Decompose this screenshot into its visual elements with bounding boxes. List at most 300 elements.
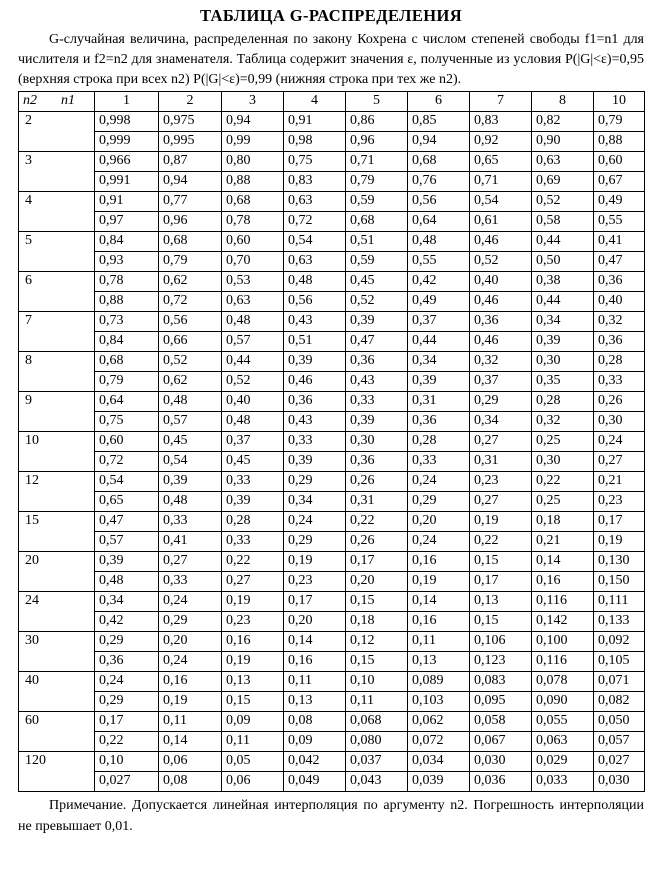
- value-cell: 0,52: [159, 352, 222, 372]
- value-cell: 0,38: [532, 272, 594, 292]
- value-cell: 0,103: [408, 692, 470, 712]
- value-cell: 0,42: [95, 612, 159, 632]
- value-cell: 0,17: [594, 512, 645, 532]
- value-cell: 0,64: [408, 212, 470, 232]
- value-cell: 0,44: [408, 332, 470, 352]
- value-cell: 0,29: [95, 632, 159, 652]
- value-cell: 0,05: [222, 752, 284, 772]
- value-cell: 0,16: [159, 672, 222, 692]
- value-cell: 0,17: [346, 552, 408, 572]
- value-cell: 0,063: [532, 732, 594, 752]
- value-cell: 0,68: [222, 192, 284, 212]
- value-cell: 0,050: [594, 712, 645, 732]
- value-cell: 0,84: [95, 232, 159, 252]
- table-row-p099: [19, 372, 645, 392]
- value-cell: 0,17: [95, 712, 159, 732]
- value-cell: 0,15: [222, 692, 284, 712]
- value-cell: 0,46: [284, 372, 346, 392]
- value-cell: 0,31: [408, 392, 470, 412]
- table-row-p095: [19, 152, 645, 172]
- value-cell: 0,64: [95, 392, 159, 412]
- value-cell: 0,27: [470, 492, 532, 512]
- value-cell: 0,44: [222, 352, 284, 372]
- value-cell: 0,79: [95, 372, 159, 392]
- column-header: 1: [95, 92, 159, 112]
- value-cell: 0,73: [95, 312, 159, 332]
- value-cell: 0,029: [532, 752, 594, 772]
- value-cell: 0,94: [408, 132, 470, 152]
- value-cell: 0,60: [222, 232, 284, 252]
- value-cell: 0,36: [284, 392, 346, 412]
- value-cell: 0,11: [346, 692, 408, 712]
- table-body: [19, 112, 645, 792]
- value-cell: 0,18: [346, 612, 408, 632]
- table-row-p095: [19, 712, 645, 732]
- n2-cell: 12: [19, 472, 95, 512]
- n2-cell: 2: [19, 112, 95, 152]
- value-cell: 0,24: [594, 432, 645, 452]
- value-cell: 0,29: [95, 692, 159, 712]
- value-cell: 0,42: [408, 272, 470, 292]
- value-cell: 0,54: [284, 232, 346, 252]
- value-cell: 0,130: [594, 552, 645, 572]
- value-cell: 0,57: [222, 332, 284, 352]
- value-cell: 0,68: [95, 352, 159, 372]
- value-cell: 0,998: [95, 112, 159, 132]
- value-cell: 0,50: [532, 252, 594, 272]
- value-cell: 0,72: [284, 212, 346, 232]
- value-cell: 0,16: [532, 572, 594, 592]
- corner-header: [19, 92, 95, 112]
- value-cell: 0,20: [159, 632, 222, 652]
- value-cell: 0,16: [284, 652, 346, 672]
- table-row-p099: [19, 612, 645, 632]
- value-cell: 0,55: [594, 212, 645, 232]
- value-cell: 0,48: [95, 572, 159, 592]
- value-cell: 0,78: [222, 212, 284, 232]
- value-cell: 0,36: [594, 272, 645, 292]
- value-cell: 0,33: [159, 512, 222, 532]
- value-cell: 0,10: [346, 672, 408, 692]
- value-cell: 0,41: [159, 532, 222, 552]
- table-row-p099: [19, 732, 645, 752]
- n2-cell: 20: [19, 552, 95, 592]
- corner-n1-label: n1: [61, 93, 75, 108]
- value-cell: 0,47: [95, 512, 159, 532]
- value-cell: 0,29: [159, 612, 222, 632]
- value-cell: 0,34: [532, 312, 594, 332]
- value-cell: 0,48: [408, 232, 470, 252]
- value-cell: 0,33: [222, 532, 284, 552]
- value-cell: 0,10: [95, 752, 159, 772]
- value-cell: 0,080: [346, 732, 408, 752]
- value-cell: 0,75: [95, 412, 159, 432]
- table-row-p095: [19, 432, 645, 452]
- table-row-p095: [19, 192, 645, 212]
- value-cell: 0,47: [594, 252, 645, 272]
- value-cell: 0,30: [346, 432, 408, 452]
- value-cell: 0,24: [408, 532, 470, 552]
- value-cell: 0,106: [470, 632, 532, 652]
- table-row-p095: [19, 112, 645, 132]
- value-cell: 0,71: [470, 172, 532, 192]
- value-cell: 0,48: [159, 392, 222, 412]
- value-cell: 0,91: [284, 112, 346, 132]
- value-cell: 0,25: [532, 492, 594, 512]
- value-cell: 0,76: [408, 172, 470, 192]
- value-cell: 0,75: [284, 152, 346, 172]
- table-row-p095: [19, 632, 645, 652]
- value-cell: 0,19: [159, 692, 222, 712]
- table-row-p099: [19, 532, 645, 552]
- corner-n2-label: n2: [23, 93, 37, 108]
- table-header-row: [19, 92, 645, 112]
- value-cell: 0,24: [159, 652, 222, 672]
- table-row-p099: [19, 772, 645, 792]
- n2-cell: 15: [19, 512, 95, 552]
- value-cell: 0,90: [532, 132, 594, 152]
- value-cell: 0,12: [346, 632, 408, 652]
- value-cell: 0,68: [408, 152, 470, 172]
- value-cell: 0,39: [222, 492, 284, 512]
- table-row-p099: [19, 252, 645, 272]
- value-cell: 0,33: [222, 472, 284, 492]
- value-cell: 0,55: [408, 252, 470, 272]
- value-cell: 0,13: [222, 672, 284, 692]
- value-cell: 0,30: [532, 452, 594, 472]
- value-cell: 0,33: [594, 372, 645, 392]
- n2-cell: 5: [19, 232, 95, 272]
- value-cell: 0,54: [470, 192, 532, 212]
- value-cell: 0,57: [95, 532, 159, 552]
- value-cell: 0,22: [470, 532, 532, 552]
- value-cell: 0,24: [159, 592, 222, 612]
- value-cell: 0,52: [470, 252, 532, 272]
- value-cell: 0,16: [222, 632, 284, 652]
- value-cell: 0,16: [408, 552, 470, 572]
- value-cell: 0,62: [159, 272, 222, 292]
- value-cell: 0,59: [346, 192, 408, 212]
- value-cell: 0,36: [594, 332, 645, 352]
- value-cell: 0,96: [159, 212, 222, 232]
- value-cell: 0,34: [284, 492, 346, 512]
- value-cell: 0,26: [346, 472, 408, 492]
- value-cell: 0,15: [470, 552, 532, 572]
- value-cell: 0,11: [284, 672, 346, 692]
- value-cell: 0,37: [408, 312, 470, 332]
- value-cell: 0,039: [408, 772, 470, 792]
- value-cell: 0,48: [222, 412, 284, 432]
- value-cell: 0,995: [159, 132, 222, 152]
- value-cell: 0,19: [408, 572, 470, 592]
- value-cell: 0,027: [95, 772, 159, 792]
- value-cell: 0,63: [284, 192, 346, 212]
- column-header: 6: [408, 92, 470, 112]
- value-cell: 0,030: [470, 752, 532, 772]
- table-row-p095: [19, 552, 645, 572]
- table-row-p099: [19, 492, 645, 512]
- value-cell: 0,18: [532, 512, 594, 532]
- value-cell: 0,41: [594, 232, 645, 252]
- value-cell: 0,28: [408, 432, 470, 452]
- value-cell: 0,39: [159, 472, 222, 492]
- value-cell: 0,37: [222, 432, 284, 452]
- n2-cell: 24: [19, 592, 95, 632]
- value-cell: 0,99: [222, 132, 284, 152]
- value-cell: 0,96: [346, 132, 408, 152]
- value-cell: 0,72: [95, 452, 159, 472]
- value-cell: 0,27: [222, 572, 284, 592]
- value-cell: 0,068: [346, 712, 408, 732]
- value-cell: 0,39: [346, 312, 408, 332]
- table-row-p095: [19, 512, 645, 532]
- value-cell: 0,34: [95, 592, 159, 612]
- value-cell: 0,97: [95, 212, 159, 232]
- value-cell: 0,11: [222, 732, 284, 752]
- value-cell: 0,19: [594, 532, 645, 552]
- value-cell: 0,80: [222, 152, 284, 172]
- value-cell: 0,17: [284, 592, 346, 612]
- value-cell: 0,35: [532, 372, 594, 392]
- value-cell: 0,91: [95, 192, 159, 212]
- value-cell: 0,63: [532, 152, 594, 172]
- value-cell: 0,055: [532, 712, 594, 732]
- value-cell: 0,23: [594, 492, 645, 512]
- value-cell: 0,53: [222, 272, 284, 292]
- value-cell: 0,51: [284, 332, 346, 352]
- value-cell: 0,089: [408, 672, 470, 692]
- intro-paragraph: G-случайная величина, распределенная по закону Кохрена с числом степеней свободы f1=n1 для числителя и f2=n2 для знаменателя. Таблица содержит значения ε, полученные из условия P(|G|<ε)=0,95 (верхняя строка при всех n2) P(|G|<ε)=0,99 (нижняя строка при тех же n2).: [18, 32, 644, 87]
- value-cell: 0,036: [470, 772, 532, 792]
- value-cell: 0,33: [346, 392, 408, 412]
- value-cell: 0,067: [470, 732, 532, 752]
- g-distribution-table: [18, 91, 645, 792]
- n2-cell: 3: [19, 152, 95, 192]
- table-row-p099: [19, 132, 645, 152]
- value-cell: 0,24: [284, 512, 346, 532]
- table-row-p095: [19, 352, 645, 372]
- table-row-p099: [19, 652, 645, 672]
- value-cell: 0,13: [284, 692, 346, 712]
- value-cell: 0,17: [470, 572, 532, 592]
- value-cell: 0,09: [222, 712, 284, 732]
- table-row-p099: [19, 332, 645, 352]
- value-cell: 0,70: [222, 252, 284, 272]
- value-cell: 0,33: [408, 452, 470, 472]
- value-cell: 0,13: [408, 652, 470, 672]
- value-cell: 0,34: [408, 352, 470, 372]
- value-cell: 0,79: [346, 172, 408, 192]
- value-cell: 0,20: [408, 512, 470, 532]
- value-cell: 0,105: [594, 652, 645, 672]
- table-row-p099: [19, 172, 645, 192]
- value-cell: 0,88: [222, 172, 284, 192]
- value-cell: 0,36: [346, 352, 408, 372]
- value-cell: 0,52: [222, 372, 284, 392]
- value-cell: 0,22: [222, 552, 284, 572]
- value-cell: 0,68: [159, 232, 222, 252]
- value-cell: 0,23: [470, 472, 532, 492]
- value-cell: 0,058: [470, 712, 532, 732]
- value-cell: 0,142: [532, 612, 594, 632]
- value-cell: 0,78: [95, 272, 159, 292]
- value-cell: 0,44: [532, 232, 594, 252]
- value-cell: 0,56: [159, 312, 222, 332]
- value-cell: 0,88: [95, 292, 159, 312]
- value-cell: 0,30: [594, 412, 645, 432]
- value-cell: 0,34: [470, 412, 532, 432]
- value-cell: 0,033: [532, 772, 594, 792]
- value-cell: 0,45: [222, 452, 284, 472]
- value-cell: 0,49: [594, 192, 645, 212]
- value-cell: 0,28: [594, 352, 645, 372]
- value-cell: 0,43: [284, 412, 346, 432]
- value-cell: 0,06: [222, 772, 284, 792]
- table-row-p095: [19, 672, 645, 692]
- value-cell: 0,28: [532, 392, 594, 412]
- value-cell: 0,095: [470, 692, 532, 712]
- n2-cell: 4: [19, 192, 95, 232]
- value-cell: 0,14: [284, 632, 346, 652]
- value-cell: 0,090: [532, 692, 594, 712]
- value-cell: 0,14: [159, 732, 222, 752]
- value-cell: 0,23: [222, 612, 284, 632]
- value-cell: 0,062: [408, 712, 470, 732]
- value-cell: 0,29: [284, 472, 346, 492]
- value-cell: 0,61: [470, 212, 532, 232]
- column-header: 8: [532, 92, 594, 112]
- table-row-p099: [19, 412, 645, 432]
- value-cell: 0,60: [95, 432, 159, 452]
- value-cell: 0,39: [284, 452, 346, 472]
- value-cell: 0,08: [284, 712, 346, 732]
- value-cell: 0,43: [346, 372, 408, 392]
- value-cell: 0,19: [222, 652, 284, 672]
- value-cell: 0,46: [470, 292, 532, 312]
- value-cell: 0,94: [222, 112, 284, 132]
- n2-cell: 6: [19, 272, 95, 312]
- n2-cell: 40: [19, 672, 95, 712]
- n2-cell: 7: [19, 312, 95, 352]
- value-cell: 0,049: [284, 772, 346, 792]
- value-cell: 0,37: [470, 372, 532, 392]
- value-cell: 0,63: [222, 292, 284, 312]
- value-cell: 0,93: [95, 252, 159, 272]
- value-cell: 0,15: [470, 612, 532, 632]
- value-cell: 0,19: [470, 512, 532, 532]
- column-header: 10: [594, 92, 645, 112]
- value-cell: 0,62: [159, 372, 222, 392]
- value-cell: 0,27: [159, 552, 222, 572]
- value-cell: 0,88: [594, 132, 645, 152]
- value-cell: 0,150: [594, 572, 645, 592]
- value-cell: 0,15: [346, 652, 408, 672]
- value-cell: 0,100: [532, 632, 594, 652]
- value-cell: 0,29: [470, 392, 532, 412]
- value-cell: 0,48: [284, 272, 346, 292]
- value-cell: 0,19: [284, 552, 346, 572]
- table-row-p095: [19, 592, 645, 612]
- value-cell: 0,36: [470, 312, 532, 332]
- value-cell: 0,21: [594, 472, 645, 492]
- value-cell: 0,43: [284, 312, 346, 332]
- value-cell: 0,56: [408, 192, 470, 212]
- value-cell: 0,48: [222, 312, 284, 332]
- table-row-p099: [19, 452, 645, 472]
- n2-cell: 8: [19, 352, 95, 392]
- value-cell: 0,39: [284, 352, 346, 372]
- value-cell: 0,66: [159, 332, 222, 352]
- value-cell: 0,078: [532, 672, 594, 692]
- value-cell: 0,52: [346, 292, 408, 312]
- value-cell: 0,20: [346, 572, 408, 592]
- value-cell: 0,08: [159, 772, 222, 792]
- value-cell: 0,77: [159, 192, 222, 212]
- n2-cell: 30: [19, 632, 95, 672]
- value-cell: 0,975: [159, 112, 222, 132]
- value-cell: 0,027: [594, 752, 645, 772]
- value-cell: 0,037: [346, 752, 408, 772]
- value-cell: 0,60: [594, 152, 645, 172]
- value-cell: 0,966: [95, 152, 159, 172]
- value-cell: 0,65: [95, 492, 159, 512]
- value-cell: 0,57: [159, 412, 222, 432]
- value-cell: 0,11: [159, 712, 222, 732]
- value-cell: 0,39: [532, 332, 594, 352]
- value-cell: 0,092: [594, 632, 645, 652]
- value-cell: 0,071: [594, 672, 645, 692]
- value-cell: 0,46: [470, 332, 532, 352]
- value-cell: 0,030: [594, 772, 645, 792]
- value-cell: 0,057: [594, 732, 645, 752]
- value-cell: 0,999: [95, 132, 159, 152]
- column-header: 3: [222, 92, 284, 112]
- value-cell: 0,30: [532, 352, 594, 372]
- table-row-p099: [19, 212, 645, 232]
- value-cell: 0,56: [284, 292, 346, 312]
- value-cell: 0,49: [408, 292, 470, 312]
- value-cell: 0,32: [470, 352, 532, 372]
- value-cell: 0,27: [470, 432, 532, 452]
- value-cell: 0,116: [532, 652, 594, 672]
- value-cell: 0,11: [408, 632, 470, 652]
- value-cell: 0,15: [346, 592, 408, 612]
- value-cell: 0,86: [346, 112, 408, 132]
- table-row-p095: [19, 392, 645, 412]
- value-cell: 0,63: [284, 252, 346, 272]
- value-cell: 0,52: [532, 192, 594, 212]
- footnote: Примечание. Допускается линейная интерполяция по аргументу n2. Погрешность интерполяции не превышает 0,01.: [18, 798, 644, 834]
- table-row-p095: [19, 752, 645, 772]
- value-cell: 0,39: [408, 372, 470, 392]
- value-cell: 0,32: [532, 412, 594, 432]
- value-cell: 0,14: [408, 592, 470, 612]
- value-cell: 0,36: [95, 652, 159, 672]
- value-cell: 0,39: [346, 412, 408, 432]
- value-cell: 0,082: [594, 692, 645, 712]
- value-cell: 0,48: [159, 492, 222, 512]
- value-cell: 0,40: [470, 272, 532, 292]
- value-cell: 0,54: [95, 472, 159, 492]
- value-cell: 0,22: [346, 512, 408, 532]
- table-row-p095: [19, 312, 645, 332]
- value-cell: 0,39: [95, 552, 159, 572]
- value-cell: 0,33: [284, 432, 346, 452]
- value-cell: 0,85: [408, 112, 470, 132]
- value-cell: 0,84: [95, 332, 159, 352]
- value-cell: 0,45: [159, 432, 222, 452]
- value-cell: 0,24: [408, 472, 470, 492]
